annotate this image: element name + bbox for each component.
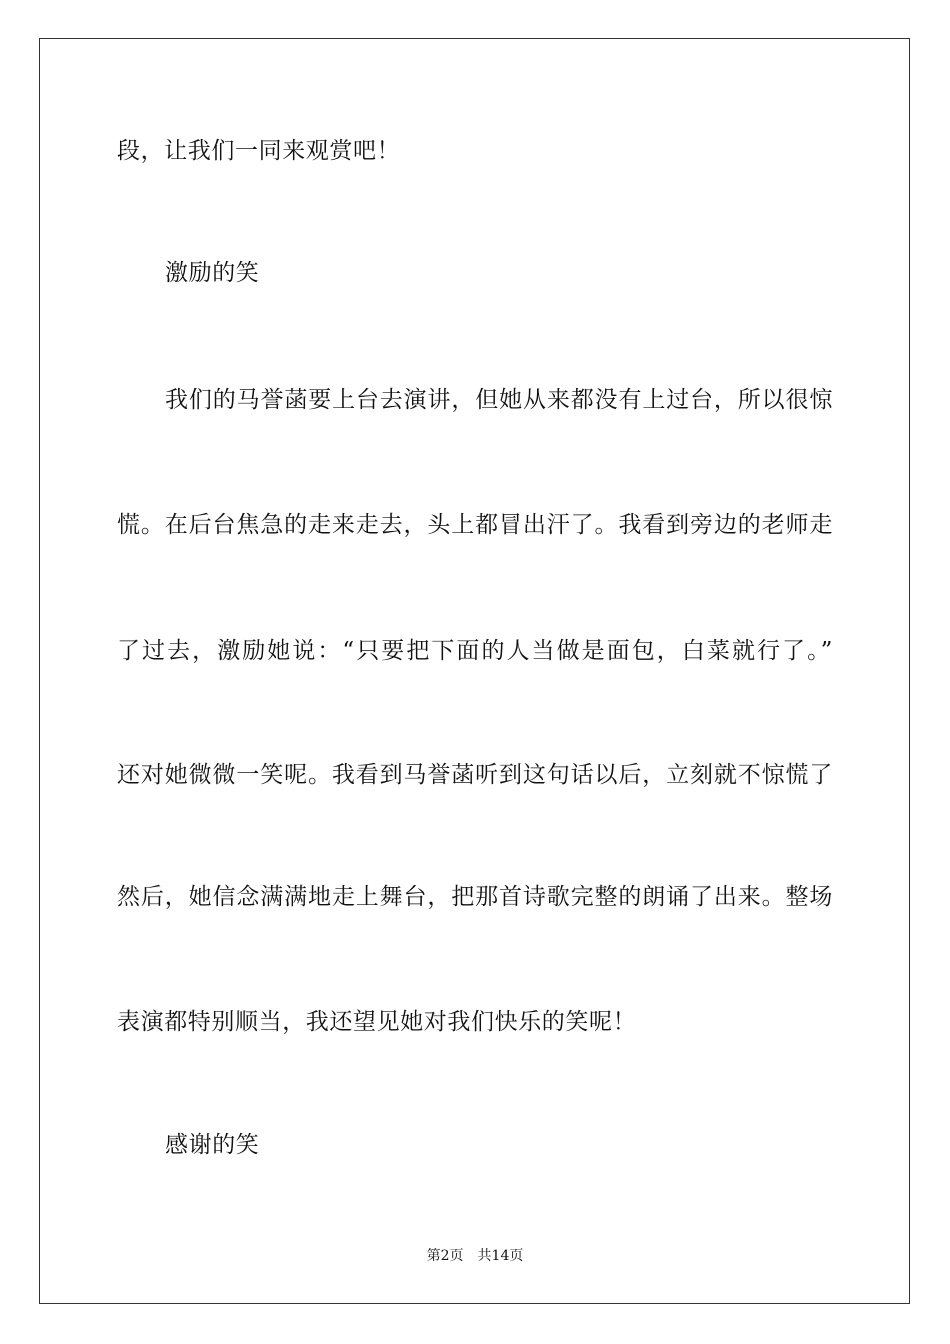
section-heading-encouraging-smile: 激励的笑 (165, 260, 260, 286)
paragraph-line-4: 还对她微微一笑呢。我看到马誉菡听到这句话以后，立刻就不惊慌了 (117, 762, 833, 788)
page-number: 第2页 (426, 1248, 464, 1264)
paragraph-line-3: 了过去，激励她说：“只要把下面的人当做是面包，白菜就行了。” (117, 638, 833, 664)
section-heading-thankful-smile: 感谢的笑 (165, 1132, 260, 1158)
page-footer (0, 1246, 950, 1266)
text-line-1: 段，让我们一同来观赏吧！ (117, 138, 401, 164)
paragraph-line-1: 我们的马誉菡要上台去演讲，但她从来都没有上过台，所以很惊 (165, 387, 833, 413)
paragraph-line-2: 慌。在后台焦急的走来走去，头上都冒出汗了。我看到旁边的老师走 (117, 512, 833, 538)
page-frame (39, 38, 910, 1304)
paragraph-line-5: 然后，她信念满满地走上舞台，把那首诗歌完整的朗诵了出来。整场 (117, 884, 833, 910)
page-total: 共14页 (477, 1248, 524, 1264)
paragraph-line-6: 表演都特别顺当，我还望见她对我们快乐的笑呢！ (117, 1009, 637, 1035)
